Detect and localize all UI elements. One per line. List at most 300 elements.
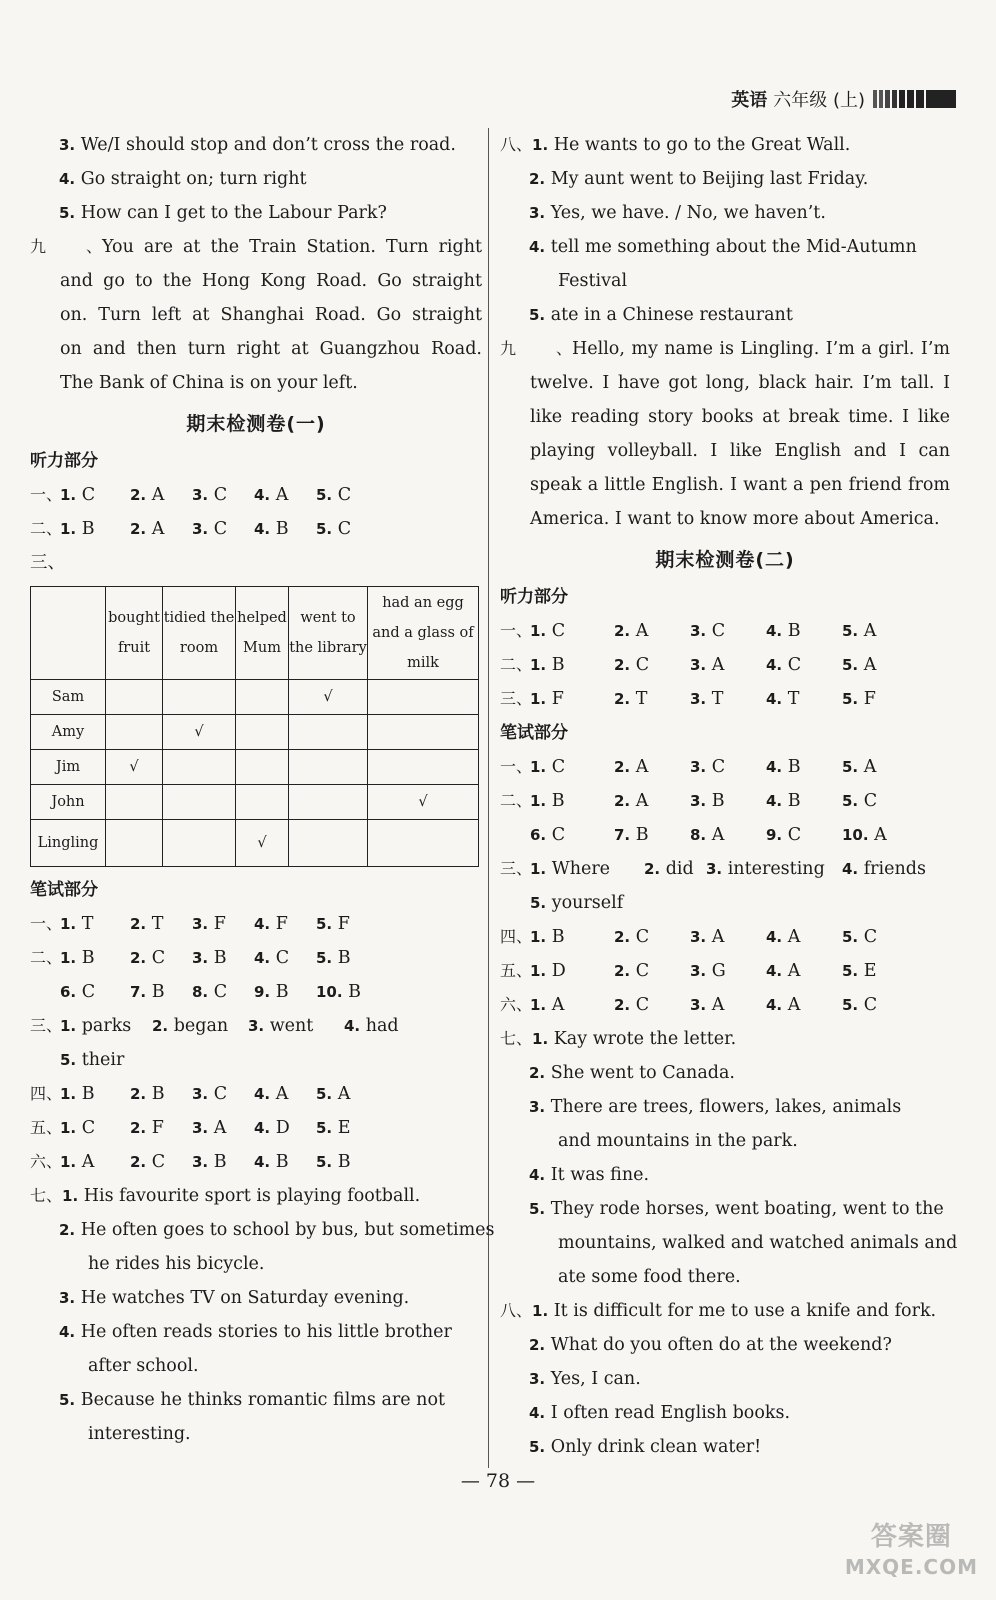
- l2-right-item: 2. C: [614, 655, 650, 675]
- w7-right-line: [500, 1228, 958, 1262]
- w7-left-line: [30, 1419, 482, 1453]
- w2-right-lead: 二、: [500, 791, 533, 810]
- w5-left-row: [30, 1113, 482, 1147]
- w3-left-item-num: 5.: [60, 1051, 77, 1069]
- w5-right-item-num: 4.: [766, 962, 783, 980]
- l1-right-item: 5. A: [842, 621, 877, 641]
- w3-left-item: 1. parks: [60, 1016, 132, 1036]
- l1-right-item: 4. B: [766, 621, 801, 641]
- w2b-left-item-num: 8.: [192, 983, 209, 1001]
- w7-right-cont: mountains, walked and watched animals and: [558, 1233, 958, 1253]
- w6-left-item-num: 5.: [316, 1153, 333, 1171]
- eight-right-entry-num: 1.: [532, 136, 549, 154]
- w4-left-item: 1. B: [60, 1084, 95, 1104]
- eight-right-line: [500, 300, 950, 334]
- nine-right-text: twelve. I have got long, black hair. I’m tall. I: [530, 373, 950, 393]
- nine-left-line: [30, 368, 482, 402]
- w4-right-item-num: 3.: [690, 928, 707, 946]
- w6-right-item-num: 4.: [766, 996, 783, 1014]
- w8-right-line: [500, 1432, 950, 1466]
- w2b-left-item: 6. C: [60, 982, 96, 1002]
- l2-left-row: [30, 514, 482, 548]
- w5-left-item: 3. A: [192, 1118, 227, 1138]
- prev-answer-text: We/I should stop and don’t cross the road.: [80, 135, 456, 155]
- prev-answer-text: How can I get to the Labour Park?: [80, 203, 387, 223]
- w8-right-entry-text: It is difficult for me to use a knife and fork.: [553, 1301, 937, 1321]
- w1-right-item-num: 1.: [530, 758, 547, 776]
- w7-right-line: [500, 1092, 950, 1126]
- nine-left-text: on. Turn left at Shanghai Road. Go straight: [60, 305, 482, 325]
- l3-right-item-num: 3.: [690, 690, 707, 708]
- table-row-name: Jim: [31, 750, 106, 785]
- w7-right-line: [500, 1024, 950, 1058]
- l1-right-item: 2. A: [614, 621, 649, 641]
- listening-heading-2: 听力部分: [500, 587, 568, 607]
- l3-right-item: 5. F: [842, 689, 876, 709]
- l2-right-lead: 二、: [500, 655, 533, 674]
- l2-left-item-num: 5.: [316, 520, 333, 538]
- l1-right-item-num: 3.: [690, 622, 707, 640]
- w2-left-lead: 二、: [30, 948, 63, 967]
- w8-right-entry-text: Only drink clean water!: [550, 1437, 762, 1457]
- w2b-right-item-num: 9.: [766, 826, 783, 844]
- l2-right-item: 3. A: [690, 655, 725, 675]
- w7-right-cont: ate some food there.: [558, 1267, 741, 1287]
- table-header-cell: bought fruit: [106, 587, 163, 680]
- w5-left-item-num: 2.: [130, 1119, 147, 1137]
- w6-right-lead: 六、: [500, 995, 533, 1014]
- eight-right-entry-num: 2.: [529, 170, 546, 188]
- w3-right-item: 4. friends: [842, 859, 926, 879]
- l2-right-item-num: 5.: [842, 656, 859, 674]
- w3-left-row: [30, 1011, 482, 1045]
- l1-right-item-num: 5.: [842, 622, 859, 640]
- w8-right-entry-text: Yes, I can.: [550, 1369, 641, 1389]
- w3-left-lead: 三、: [30, 1016, 63, 1035]
- w6-right-item: 2. C: [614, 995, 650, 1015]
- w1-right-item: 3. C: [690, 757, 726, 777]
- written-heading-1: 笔试部分: [30, 880, 98, 900]
- table-row-name: Lingling: [31, 820, 106, 867]
- l3-right-item: 1. F: [530, 689, 564, 709]
- check-mark-cell: √: [368, 785, 479, 820]
- w4-left-item-num: 3.: [192, 1085, 209, 1103]
- w2-right-item-num: 5.: [842, 792, 859, 810]
- w7-left-entry-text: He often reads stories to his little brother: [80, 1322, 452, 1342]
- w2-left-item: 2. C: [130, 948, 166, 968]
- check-mark-cell: [106, 820, 163, 867]
- w3-right-item: 3. interesting: [706, 859, 825, 879]
- w7-left-cont: after school.: [88, 1356, 199, 1376]
- w1-left-item: 4. F: [254, 914, 288, 934]
- listening-3-label: 三、: [30, 553, 65, 573]
- listening-answers-right: [500, 616, 950, 718]
- check-mark-cell: [163, 785, 236, 820]
- w6-left-item-num: 3.: [192, 1153, 209, 1171]
- eight-right-entry-text: tell me something about the Mid-Autumn: [550, 237, 917, 257]
- w2-right-item: 3. B: [690, 791, 725, 811]
- w2b-right-item: 7. B: [614, 825, 649, 845]
- l1-left-item: 3. C: [192, 485, 228, 505]
- w5-left-lead: 五、: [30, 1118, 63, 1137]
- w2-right-item: 1. B: [530, 791, 565, 811]
- w3-left-item-num: 2.: [152, 1017, 169, 1035]
- w1-right-row: [500, 752, 950, 786]
- w1-left-row: [30, 909, 482, 943]
- page-header: [731, 86, 956, 112]
- w2b-left-item-num: 9.: [254, 983, 271, 1001]
- nine-left-text: and go to the Hong Kong Road. Go straight: [60, 271, 482, 291]
- w2b-right-item-num: 10.: [842, 826, 869, 844]
- w1-left-item: 5. F: [316, 914, 350, 934]
- nine-left-text: You are at the Train Station. Turn right: [102, 237, 482, 257]
- w7-left-cont: he rides his bicycle.: [88, 1254, 265, 1274]
- w8-right-entry-text: What do you often do at the weekend?: [550, 1335, 892, 1355]
- w1-right-item-num: 3.: [690, 758, 707, 776]
- l2-left-item: 3. C: [192, 519, 228, 539]
- w5-left-item: 1. C: [60, 1118, 96, 1138]
- check-mark-cell: [289, 820, 368, 867]
- w6-right-item: 4. A: [766, 995, 801, 1015]
- w7-left-line: [30, 1249, 482, 1283]
- listening-heading-1: 听力部分: [30, 451, 98, 471]
- w8-right-entry-num: 3.: [529, 1370, 546, 1388]
- l2-left-item: 5. C: [316, 519, 352, 539]
- check-mark-cell: [236, 715, 289, 750]
- l2-right-row: [500, 650, 950, 684]
- w5-right-row: [500, 956, 950, 990]
- w6-right-item-num: 1.: [530, 996, 547, 1014]
- table-header-cell: helped Mum: [236, 587, 289, 680]
- w8-right-entry-num: 1.: [532, 1302, 549, 1320]
- table-row-name: Amy: [31, 715, 106, 750]
- w7-left-entry-num: 1.: [62, 1187, 79, 1205]
- w3-left-row-cont: [30, 1045, 482, 1079]
- w5-right-lead: 五、: [500, 961, 533, 980]
- l2-left-item-num: 1.: [60, 520, 77, 538]
- w3-right-row: [500, 854, 950, 888]
- nine-left-line: [30, 300, 482, 334]
- nine-right-text: speak a little English. I want a pen friend from: [530, 475, 950, 495]
- w7-right-line: [500, 1160, 950, 1194]
- table-corner: [31, 587, 106, 680]
- table-row: [31, 715, 479, 750]
- w6-right-item-num: 2.: [614, 996, 631, 1014]
- check-mark-cell: [368, 750, 479, 785]
- w4-left-row: [30, 1079, 482, 1113]
- l2-left-lead: 二、: [30, 519, 63, 538]
- w1-right-item-num: 5.: [842, 758, 859, 776]
- l1-right-item-num: 2.: [614, 622, 631, 640]
- w3-left-lead: [30, 1045, 60, 1079]
- written-answers-1: [30, 909, 495, 1453]
- w4-right-item: 5. C: [842, 927, 878, 947]
- nine-left-line: [30, 334, 482, 368]
- w4-left-lead: 四、: [30, 1084, 63, 1103]
- w4-left-item: 4. A: [254, 1084, 289, 1104]
- w1-right-item: 1. C: [530, 757, 566, 777]
- w2-left-item: 3. B: [192, 948, 227, 968]
- prev-answer-num: 4.: [59, 170, 76, 188]
- w4-right-item: 3. A: [690, 927, 725, 947]
- w3-right-item: 2. did: [644, 859, 694, 879]
- w7-right-line: [500, 1262, 950, 1296]
- w3-left-item-num: 3.: [248, 1017, 265, 1035]
- w7-left-line: [30, 1317, 482, 1351]
- w3-right-item-num: 2.: [644, 860, 661, 878]
- l2-left-item-num: 3.: [192, 520, 209, 538]
- l2-right-item-num: 4.: [766, 656, 783, 674]
- check-mark-cell: [289, 750, 368, 785]
- w7-right-line: [500, 1058, 950, 1092]
- section-nine-left: [30, 232, 482, 402]
- l2-left-item: 2. A: [130, 519, 165, 539]
- l3-right-item-num: 2.: [614, 690, 631, 708]
- w3-left-item: 5. their: [60, 1050, 125, 1070]
- l3-right-item: 4. T: [766, 689, 800, 709]
- l1-left-row: [30, 480, 482, 514]
- w3-right-item-num: 3.: [706, 860, 723, 878]
- w5-right-item-num: 1.: [530, 962, 547, 980]
- w6-left-item: 4. B: [254, 1152, 289, 1172]
- w5-left-item: 4. D: [254, 1118, 290, 1138]
- w2b-right-row: [500, 820, 950, 854]
- eight-right-entry-num: 3.: [529, 204, 546, 222]
- w6-left-item-num: 4.: [254, 1153, 271, 1171]
- eight-right-entry-text: ate in a Chinese restaurant: [550, 305, 793, 325]
- eight-right-lead: 八、: [500, 135, 533, 154]
- w6-right-item: 1. A: [530, 995, 565, 1015]
- check-mark-cell: [289, 715, 368, 750]
- w4-right-item: 1. B: [530, 927, 565, 947]
- check-mark-cell: [163, 820, 236, 867]
- w5-right-item: 4. A: [766, 961, 801, 981]
- w1-right-item: 2. A: [614, 757, 649, 777]
- w2-right-item: 2. A: [614, 791, 649, 811]
- previous-answers: [30, 130, 482, 232]
- w5-right-item: 5. E: [842, 961, 877, 981]
- l2-right-item: 4. C: [766, 655, 802, 675]
- w8-right-entry-num: 5.: [529, 1438, 546, 1456]
- prev-answer-num: 3.: [59, 136, 76, 154]
- w1-right-item: 5. A: [842, 757, 877, 777]
- w2b-right-item-num: 8.: [690, 826, 707, 844]
- section-eight-right: [500, 130, 950, 334]
- check-mark-cell: √: [106, 750, 163, 785]
- l3-right-item: 3. T: [690, 689, 724, 709]
- w2-right-item-num: 3.: [690, 792, 707, 810]
- l3-right-item-num: 4.: [766, 690, 783, 708]
- w1-right-item: 4. B: [766, 757, 801, 777]
- l2-left-item-num: 4.: [254, 520, 271, 538]
- w7-right-entry-num: 4.: [529, 1166, 546, 1184]
- nine-right-text: America. I want to know more about America.: [530, 509, 940, 529]
- column-divider: [488, 128, 489, 1468]
- written-heading-2: 笔试部分: [500, 723, 568, 743]
- w7-right-entry-text: Kay wrote the letter.: [553, 1029, 737, 1049]
- table-row: [31, 785, 479, 820]
- w2-right-item-num: 1.: [530, 792, 547, 810]
- w2-left-item: 4. C: [254, 948, 290, 968]
- table-header-cell: had an egg and a glass of milk: [368, 587, 479, 680]
- l2-right-item-num: 2.: [614, 656, 631, 674]
- check-mark-cell: √: [289, 680, 368, 715]
- w7-left-entry-num: 3.: [59, 1289, 76, 1307]
- exam-title-2: 期末检测卷(二): [655, 549, 795, 571]
- w2-left-item-num: 2.: [130, 949, 147, 967]
- l2-right-item: 1. B: [530, 655, 565, 675]
- table-row: [31, 820, 479, 867]
- w6-left-row: [30, 1147, 482, 1181]
- w7-right-entry-num: 5.: [529, 1200, 546, 1218]
- eight-right-line: [500, 266, 950, 300]
- l3-right-item-num: 5.: [842, 690, 859, 708]
- check-mark-cell: [368, 680, 479, 715]
- l3-right-item-num: 1.: [530, 690, 547, 708]
- grade-label: 六年级 (上): [773, 90, 865, 111]
- activity-table: [30, 586, 479, 867]
- w2-left-row: [30, 943, 482, 977]
- w1-left-item-num: 2.: [130, 915, 147, 933]
- l3-right-item: 2. T: [614, 689, 648, 709]
- eight-right-entry-text: My aunt went to Beijing last Friday.: [550, 169, 869, 189]
- w6-left-lead: 六、: [30, 1152, 63, 1171]
- w2b-right-lead: [500, 820, 530, 854]
- w3-right-item-num: 1.: [530, 860, 547, 878]
- nine-right-first: [500, 334, 950, 364]
- w7-right-entry-text: There are trees, flowers, lakes, animals: [550, 1097, 902, 1117]
- l1-right-item: 1. C: [530, 621, 566, 641]
- w4-left-item: 3. C: [192, 1084, 228, 1104]
- check-mark-cell: [236, 750, 289, 785]
- table-header-cell: tidied the room: [163, 587, 236, 680]
- w1-left-item: 2. T: [130, 914, 164, 934]
- table-row-name: John: [31, 785, 106, 820]
- w7-right-entry-num: 3.: [529, 1098, 546, 1116]
- w5-left-item: 5. E: [316, 1118, 351, 1138]
- eight-right-entry-text: Yes, we have. / No, we haven’t.: [550, 203, 826, 223]
- w4-right-item-num: 4.: [766, 928, 783, 946]
- w8-right-entry-text: I often read English books.: [550, 1403, 791, 1423]
- w7-right-entry-text: They rode horses, went boating, went to the: [550, 1199, 944, 1219]
- w3-right-item-num: 4.: [842, 860, 859, 878]
- l1-left-item: 4. A: [254, 485, 289, 505]
- w2b-right-item: 9. C: [766, 825, 802, 845]
- w5-right-item: 3. G: [690, 961, 726, 981]
- w1-left-item: 3. F: [192, 914, 226, 934]
- w3-left-item-num: 4.: [344, 1017, 361, 1035]
- check-mark-cell: [163, 680, 236, 715]
- w2-right-item: 4. B: [766, 791, 801, 811]
- w2-left-item-num: 4.: [254, 949, 271, 967]
- prev-answer-line: [30, 164, 482, 198]
- l1-right-item-num: 1.: [530, 622, 547, 640]
- w7-left-line: [30, 1351, 482, 1385]
- w2b-left-item: 9. B: [254, 982, 289, 1002]
- w6-left-item-num: 2.: [130, 1153, 147, 1171]
- l2-right-item-num: 3.: [690, 656, 707, 674]
- nine-right-text: playing volleyball. I like English and I can: [530, 441, 950, 461]
- w2-left-item-num: 1.: [60, 949, 77, 967]
- w1-left-lead: 一、: [30, 914, 63, 933]
- table-row-name: Sam: [31, 680, 106, 715]
- w2b-right-item-num: 7.: [614, 826, 631, 844]
- w7-right-lead: 七、: [500, 1029, 533, 1048]
- l3-right-row: [500, 684, 950, 718]
- header-decoration-bars: [871, 90, 956, 108]
- w4-left-item-num: 1.: [60, 1085, 77, 1103]
- w5-left-item: 2. F: [130, 1118, 164, 1138]
- nine-right-text: like reading story books at break time. I like: [530, 407, 950, 427]
- w1-left-item-num: 1.: [60, 915, 77, 933]
- w1-right-item-num: 2.: [614, 758, 631, 776]
- w5-right-item: 1. D: [530, 961, 566, 981]
- nine-left-text: on and then turn right at Guangzhou Road.: [60, 339, 482, 359]
- exam-title-1: 期末检测卷(一): [186, 413, 326, 435]
- w1-left-item: 1. T: [60, 914, 94, 934]
- prev-answer-num: 5.: [59, 204, 76, 222]
- w7-left-entry-num: 2.: [59, 1221, 76, 1239]
- w7-left-cont: interesting.: [88, 1424, 191, 1444]
- nine-right-line: [500, 504, 950, 538]
- w2b-right-item-num: 6.: [530, 826, 547, 844]
- check-mark-cell: [106, 680, 163, 715]
- prev-answer-line: [30, 130, 482, 164]
- w2b-left-item-num: 10.: [316, 983, 343, 1001]
- nine-left-line: [30, 266, 482, 300]
- w3-right-lead: [500, 888, 530, 922]
- w5-right-item-num: 3.: [690, 962, 707, 980]
- w2-right-item-num: 2.: [614, 792, 631, 810]
- w1-left-item-num: 5.: [316, 915, 333, 933]
- w4-right-lead: 四、: [500, 927, 533, 946]
- w2b-left-item-num: 6.: [60, 983, 77, 1001]
- w8-right-lead: 八、: [500, 1301, 533, 1320]
- l1-left-item: 2. A: [130, 485, 165, 505]
- watermark-top: 答案圈: [870, 1522, 952, 1552]
- page-number: — 78 —: [460, 1470, 536, 1492]
- listening-answers-1: [30, 480, 482, 514]
- check-mark-cell: √: [163, 715, 236, 750]
- w6-left-item-num: 1.: [60, 1153, 77, 1171]
- w2-left-item-num: 5.: [316, 949, 333, 967]
- section-nine-right: [500, 334, 950, 538]
- w7-right-line: [500, 1194, 950, 1228]
- w4-left-item: 2. B: [130, 1084, 165, 1104]
- w7-left-line: [30, 1283, 482, 1317]
- check-mark-cell: [106, 785, 163, 820]
- w2-left-item: 5. B: [316, 948, 351, 968]
- listening-answers-2: [30, 514, 482, 548]
- w6-left-item: 2. C: [130, 1152, 166, 1172]
- check-mark-cell: [236, 785, 289, 820]
- eight-right-entry-num: 5.: [529, 306, 546, 324]
- table-header-cell: went to the library: [289, 587, 368, 680]
- w7-left-line: [30, 1215, 495, 1249]
- l1-left-item-num: 3.: [192, 486, 209, 504]
- w5-left-item-num: 3.: [192, 1119, 209, 1137]
- w2b-right-item: 10. A: [842, 825, 887, 845]
- w2b-left-item-num: 7.: [130, 983, 147, 1001]
- nine-left-text: The Bank of China is on your left.: [60, 373, 358, 393]
- eight-right-line: [500, 164, 950, 198]
- left-column: [30, 130, 495, 1453]
- w4-right-item-num: 1.: [530, 928, 547, 946]
- w5-right-item: 2. C: [614, 961, 650, 981]
- watermark-bottom: MXQE.COM: [844, 1555, 978, 1579]
- w2b-left-item: 7. B: [130, 982, 165, 1002]
- w4-right-item: 2. C: [614, 927, 650, 947]
